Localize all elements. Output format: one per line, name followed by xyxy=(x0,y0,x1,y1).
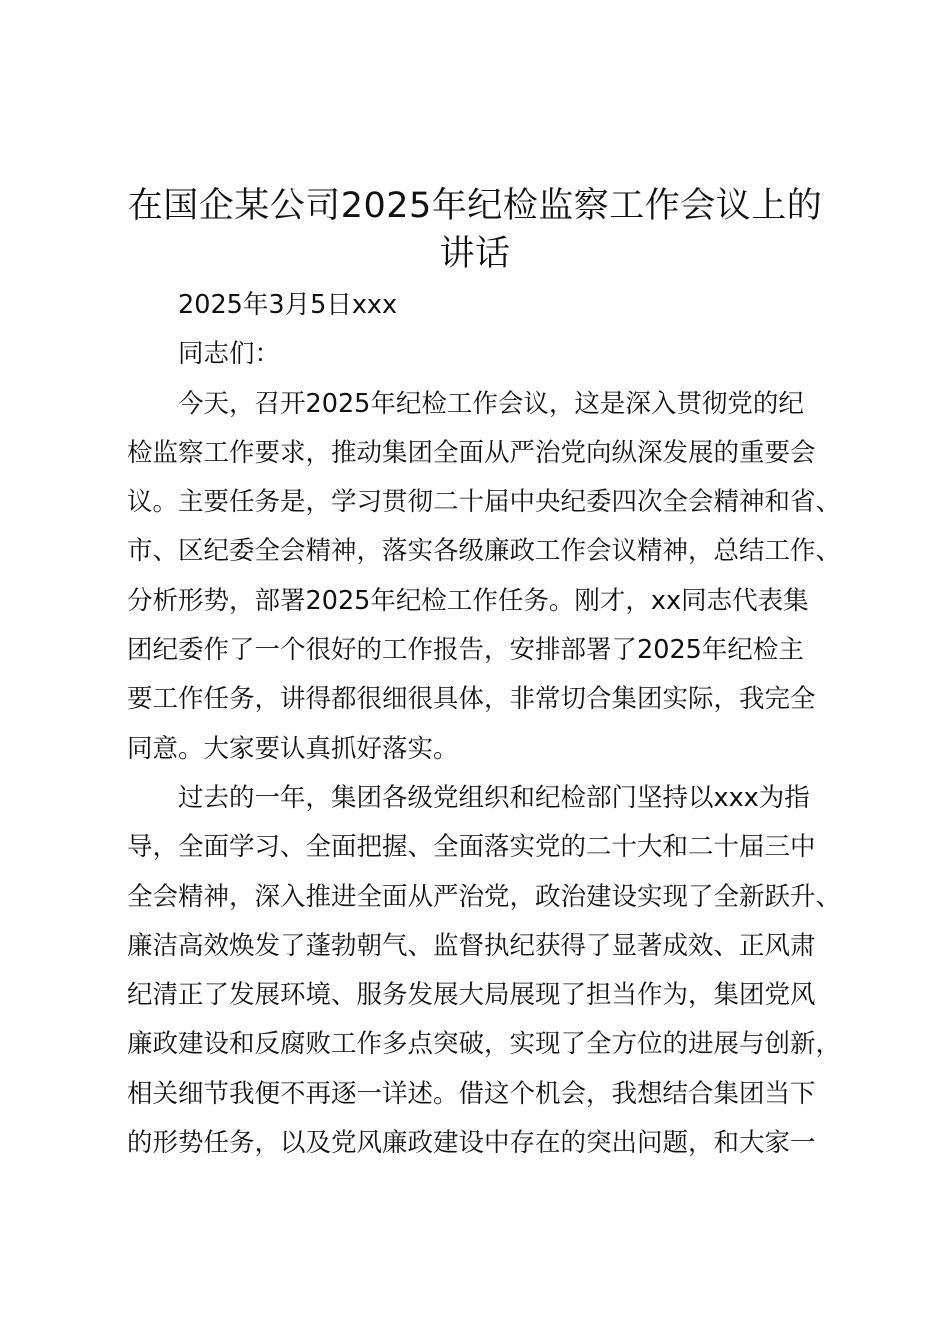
paragraph-line: 的形势任务，以及党风廉政建设中存在的突出问题，和大家一 xyxy=(127,1128,816,1159)
salutation: 同志们： xyxy=(178,339,281,370)
paragraph-line: 相关细节我便不再逐一详述。借这个机会，我想结合集团当下 xyxy=(127,1078,816,1109)
paragraph-line: 导，全面学习、全面把握、全面落实党的二十大和二十届三中 xyxy=(127,832,816,863)
paragraph-line: 市、区纪委全会精神，落实各级廉政工作会议精神，总结工作、 xyxy=(127,536,842,567)
paragraph-line: 今天，召开2025年纪检工作会议，这是深入贯彻党的纪 xyxy=(178,388,804,419)
title-line-1: 在国企某公司2025年纪检监察工作会议上的 xyxy=(127,186,823,226)
paragraph-line: 廉政建设和反腐败工作多点突破，实现了全方位的进展与创新， xyxy=(127,1029,842,1060)
paragraph-line: 廉洁高效焕发了蓬勃朝气、监督执纪获得了显著成效、正风肃 xyxy=(127,930,816,961)
paragraph-line: 检监察工作要求，推动集团全面从严治党向纵深发展的重要会 xyxy=(127,437,816,468)
paragraph-line: 分析形势，部署2025年纪检工作任务。刚才，xx同志代表集 xyxy=(127,585,809,616)
paragraph-line: 团纪委作了一个很好的工作报告，安排部署了2025年纪检主 xyxy=(127,635,804,666)
date-line: 2025年3月5日xxx xyxy=(178,290,398,320)
paragraph-line: 议。主要任务是，学习贯彻二十届中央纪委四次全会精神和省、 xyxy=(127,487,842,518)
paragraph-line: 纪清正了发展环境、服务发展大局展现了担当作为，集团党风 xyxy=(127,980,816,1011)
paragraph-line: 全会精神，深入推进全面从严治党，政治建设实现了全新跃升、 xyxy=(127,881,842,912)
paragraph-2 xyxy=(127,774,842,1168)
paragraph-1 xyxy=(127,380,842,774)
document-body xyxy=(127,281,842,1168)
paragraph-line: 同意。大家要认真抓好落实。 xyxy=(127,733,459,764)
document-title xyxy=(120,182,830,278)
paragraph-line: 过去的一年，集团各级党组织和纪检部门坚持以xxx为指 xyxy=(178,782,810,813)
paragraph-line: 要工作任务，讲得都很细很具体，非常切合集团实际，我完全 xyxy=(127,684,816,715)
title-line-2: 讲话 xyxy=(439,234,511,274)
